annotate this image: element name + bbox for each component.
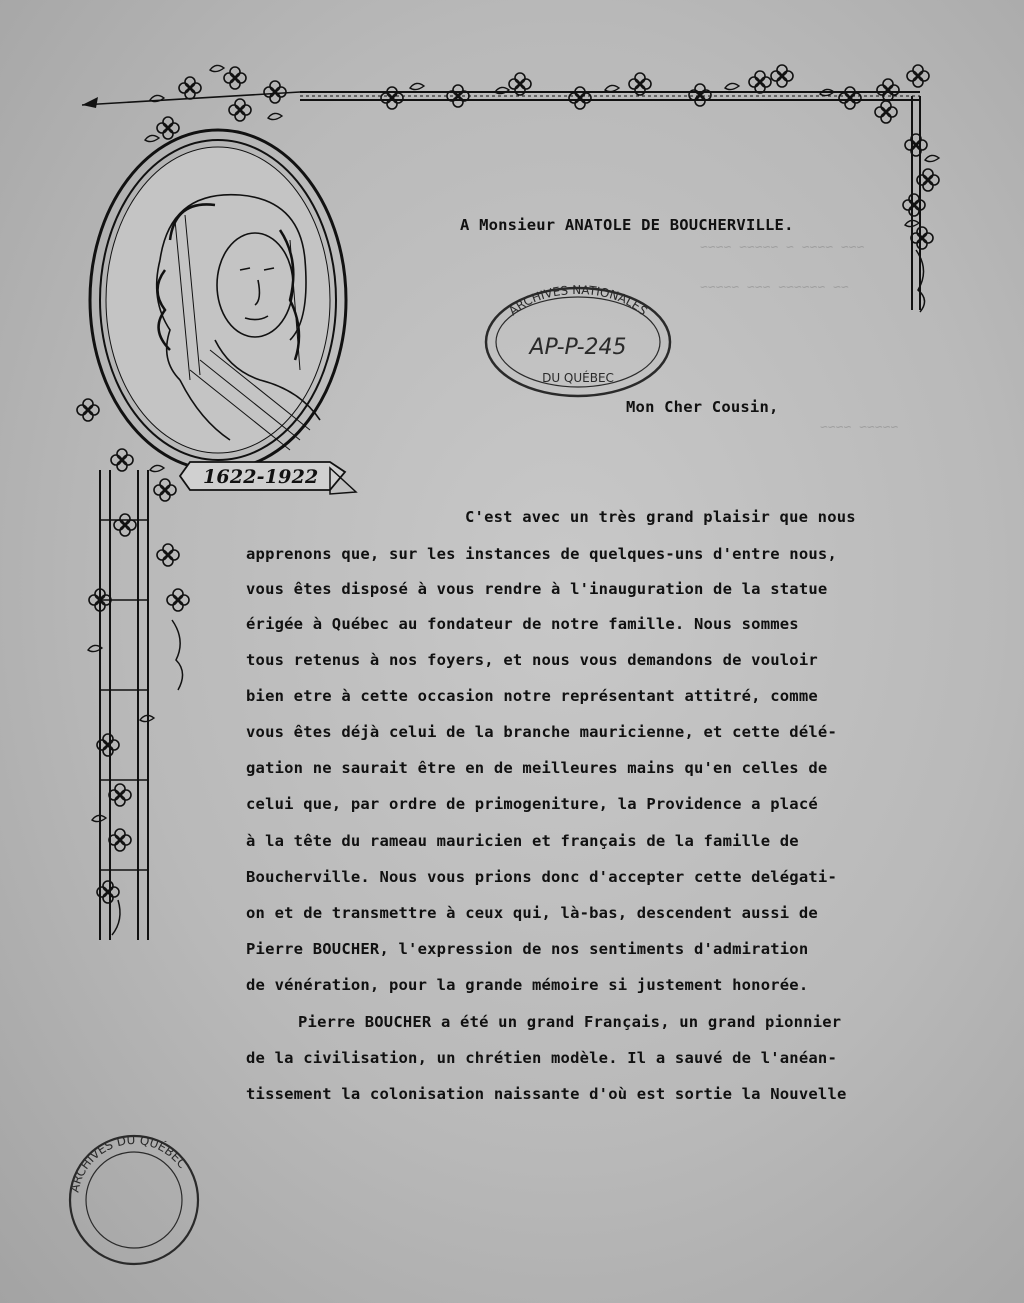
body-line: Pierre BOUCHER a été un grand Français, un grand pionnier bbox=[298, 1013, 842, 1031]
svg-text:ARCHIVES DU QUÉBEC bbox=[68, 1133, 190, 1194]
stamp-fonds-number: AP-P-245 bbox=[529, 335, 627, 360]
body-line: Boucherville. Nous vous prions donc d'accepter cette delégati- bbox=[246, 868, 837, 886]
body-line: tissement la colonisation naissante d'où est sortie la Nouvelle bbox=[246, 1085, 847, 1103]
bleed-through: ~~ ~~~~~~ ~~~ ~~~~~ bbox=[700, 280, 849, 295]
body-line: bien etre à cette occasion notre représentant attitré, comme bbox=[246, 687, 818, 705]
body-line: gation ne saurait être en de meilleures mains qu'en celles de bbox=[246, 759, 828, 777]
body-line: apprenons que, sur les instances de quelques-uns d'entre nous, bbox=[246, 545, 837, 563]
body-line: érigée à Québec au fondateur de notre famille. Nous sommes bbox=[246, 615, 799, 633]
portrait-years: 1622-1922 bbox=[203, 466, 319, 488]
bleed-through: ~~~~~ ~~~~ bbox=[820, 420, 899, 435]
body-line: de vénération, pour la grande mémoire si justement honorée. bbox=[246, 976, 809, 994]
body-line: C'est avec un très grand plaisir que nous bbox=[465, 508, 856, 526]
arrow-head bbox=[82, 97, 98, 108]
body-line: vous êtes disposé à vous rendre à l'inauguration de la statue bbox=[246, 580, 828, 598]
body-line: celui que, par ordre de primogeniture, la Providence a placé bbox=[246, 795, 818, 813]
archives-du-quebec-stamp bbox=[64, 1130, 204, 1270]
body-line: à la tête du rameau mauricien et français de la famille de bbox=[246, 832, 799, 850]
body-line: vous êtes déjà celui de la branche mauricienne, et cette délé- bbox=[246, 723, 837, 741]
salutation-line: Mon Cher Cousin, bbox=[626, 398, 779, 416]
portrait-medallion bbox=[90, 99, 356, 494]
left-flowers bbox=[77, 399, 189, 935]
body-line: de la civilisation, un chrétien modèle. Il a sauvé de l'anéan- bbox=[246, 1049, 837, 1067]
bleed-through: ~~~ ~~~~ ~ ~~~~~ ~~~~ bbox=[700, 240, 865, 255]
archives-nationales-stamp bbox=[480, 282, 680, 402]
body-line: on et de transmettre à ceux qui, là-bas, descendent aussi de bbox=[246, 904, 818, 922]
body-line: Pierre BOUCHER, l'expression de nos sentiments d'admiration bbox=[246, 940, 809, 958]
svg-text:ARCHIVES NATIONALES bbox=[506, 283, 650, 318]
addressee-line: A Monsieur ANATOLE DE BOUCHERVILLE. bbox=[460, 216, 794, 234]
left-border-trellis bbox=[100, 470, 148, 940]
stamp-bottom-text: ARCHIVES DU QUÉBEC bbox=[67, 1132, 190, 1194]
stamp-region: DU QUÉBEC bbox=[542, 371, 614, 385]
body-line: tous retenus à nos foyers, et nous vous demandons de vouloir bbox=[246, 651, 818, 669]
stamp-institution: ARCHIVES NATIONALES bbox=[505, 282, 651, 319]
